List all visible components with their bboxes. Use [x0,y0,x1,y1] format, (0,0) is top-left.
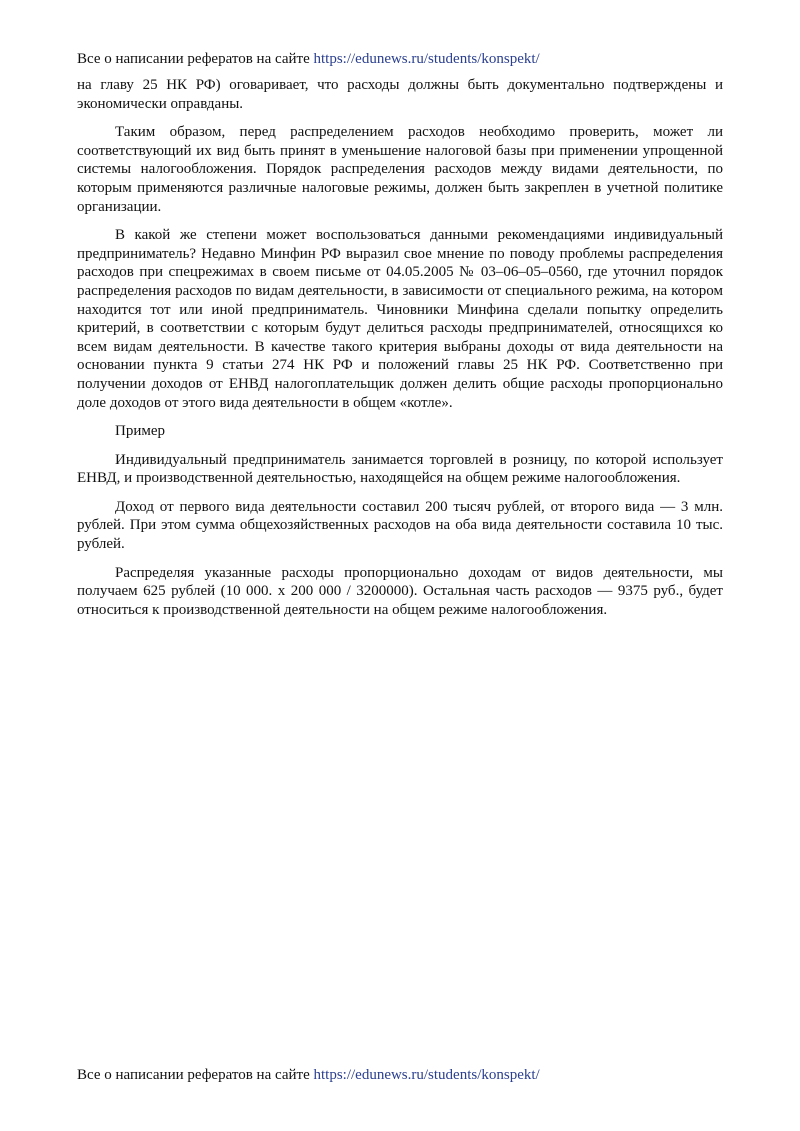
page-footer [77,1066,540,1084]
header-text: Все о написании рефератов на сайте [77,51,314,67]
footer-text: Все о написании рефератов на сайте [77,1067,314,1083]
paragraph: В какой же степени может воспользоваться данными рекомендациями индивидуальный предприниматель? Недавно Минфин РФ выразил свое мнение по поводу проблемы распределения расходов при спецрежимах в своем письме от 04.05.2005 № 03–06–05–0560, где уточнил порядок распределения расходов по видам деятельности, в зависимости от специального режима, на котором находится тот или иной предприниматель. Чиновники Минфина сделали попытку определить критерий, в соответствии с которым будут делиться расходы предпринимателей, относящихся ко всем видам деятельности. В качестве такого критерия выбраны доходы от вида деятельности на основании пункта 9 статьи 274 НК РФ и положений главы 25 НК РФ. Соответственно при получении доходов от ЕНВД налогоплательщик должен делить общие расходы пропорционально доле доходов от этого вида деятельности в общем «котле». [77,227,723,411]
footer-link[interactable]: https://edunews.ru/students/konspekt/ [313,1067,540,1083]
paragraph: Распределяя указанные расходы пропорционально доходам от видов деятельности, мы получаем 625 рублей (10 000. х 200 000 / 3200000). Остальная часть расходов — 9375 руб., будет относиться к производственной деятельности на общем режиме налогообложения. [77,564,723,618]
paragraph: Таким образом, перед распределением расходов необходимо проверить, может ли соответствующий их вид быть принят в уменьшение налоговой базы при применении упрощенной системы налогообложения. Порядок распределения расходов между видами деятельности, по которым применяются различные налоговые режимы, должен быть закреплен в учетной политике организации. [77,124,723,215]
paragraph: Индивидуальный предприниматель занимается торговлей в розницу, по которой использует ЕНВД, и производственной деятельностью, находящейся на общем режиме налогообложения. [77,451,723,487]
paragraph: Доход от первого вида деятельности составил 200 тысяч рублей, от второго вида — 3 млн. рублей. При этом сумма общехозяйственных расходов на оба вида деятельности составила 10 тыс. рублей. [77,498,723,553]
document-body [77,76,723,629]
example-heading: Пример [115,423,166,440]
paragraph: на главу 25 НК РФ) оговаривает, что расходы должны быть документально подтверждены и экономически оправданы. [77,77,723,112]
page-header [77,50,540,68]
header-link[interactable]: https://edunews.ru/students/konspekt/ [313,51,540,67]
